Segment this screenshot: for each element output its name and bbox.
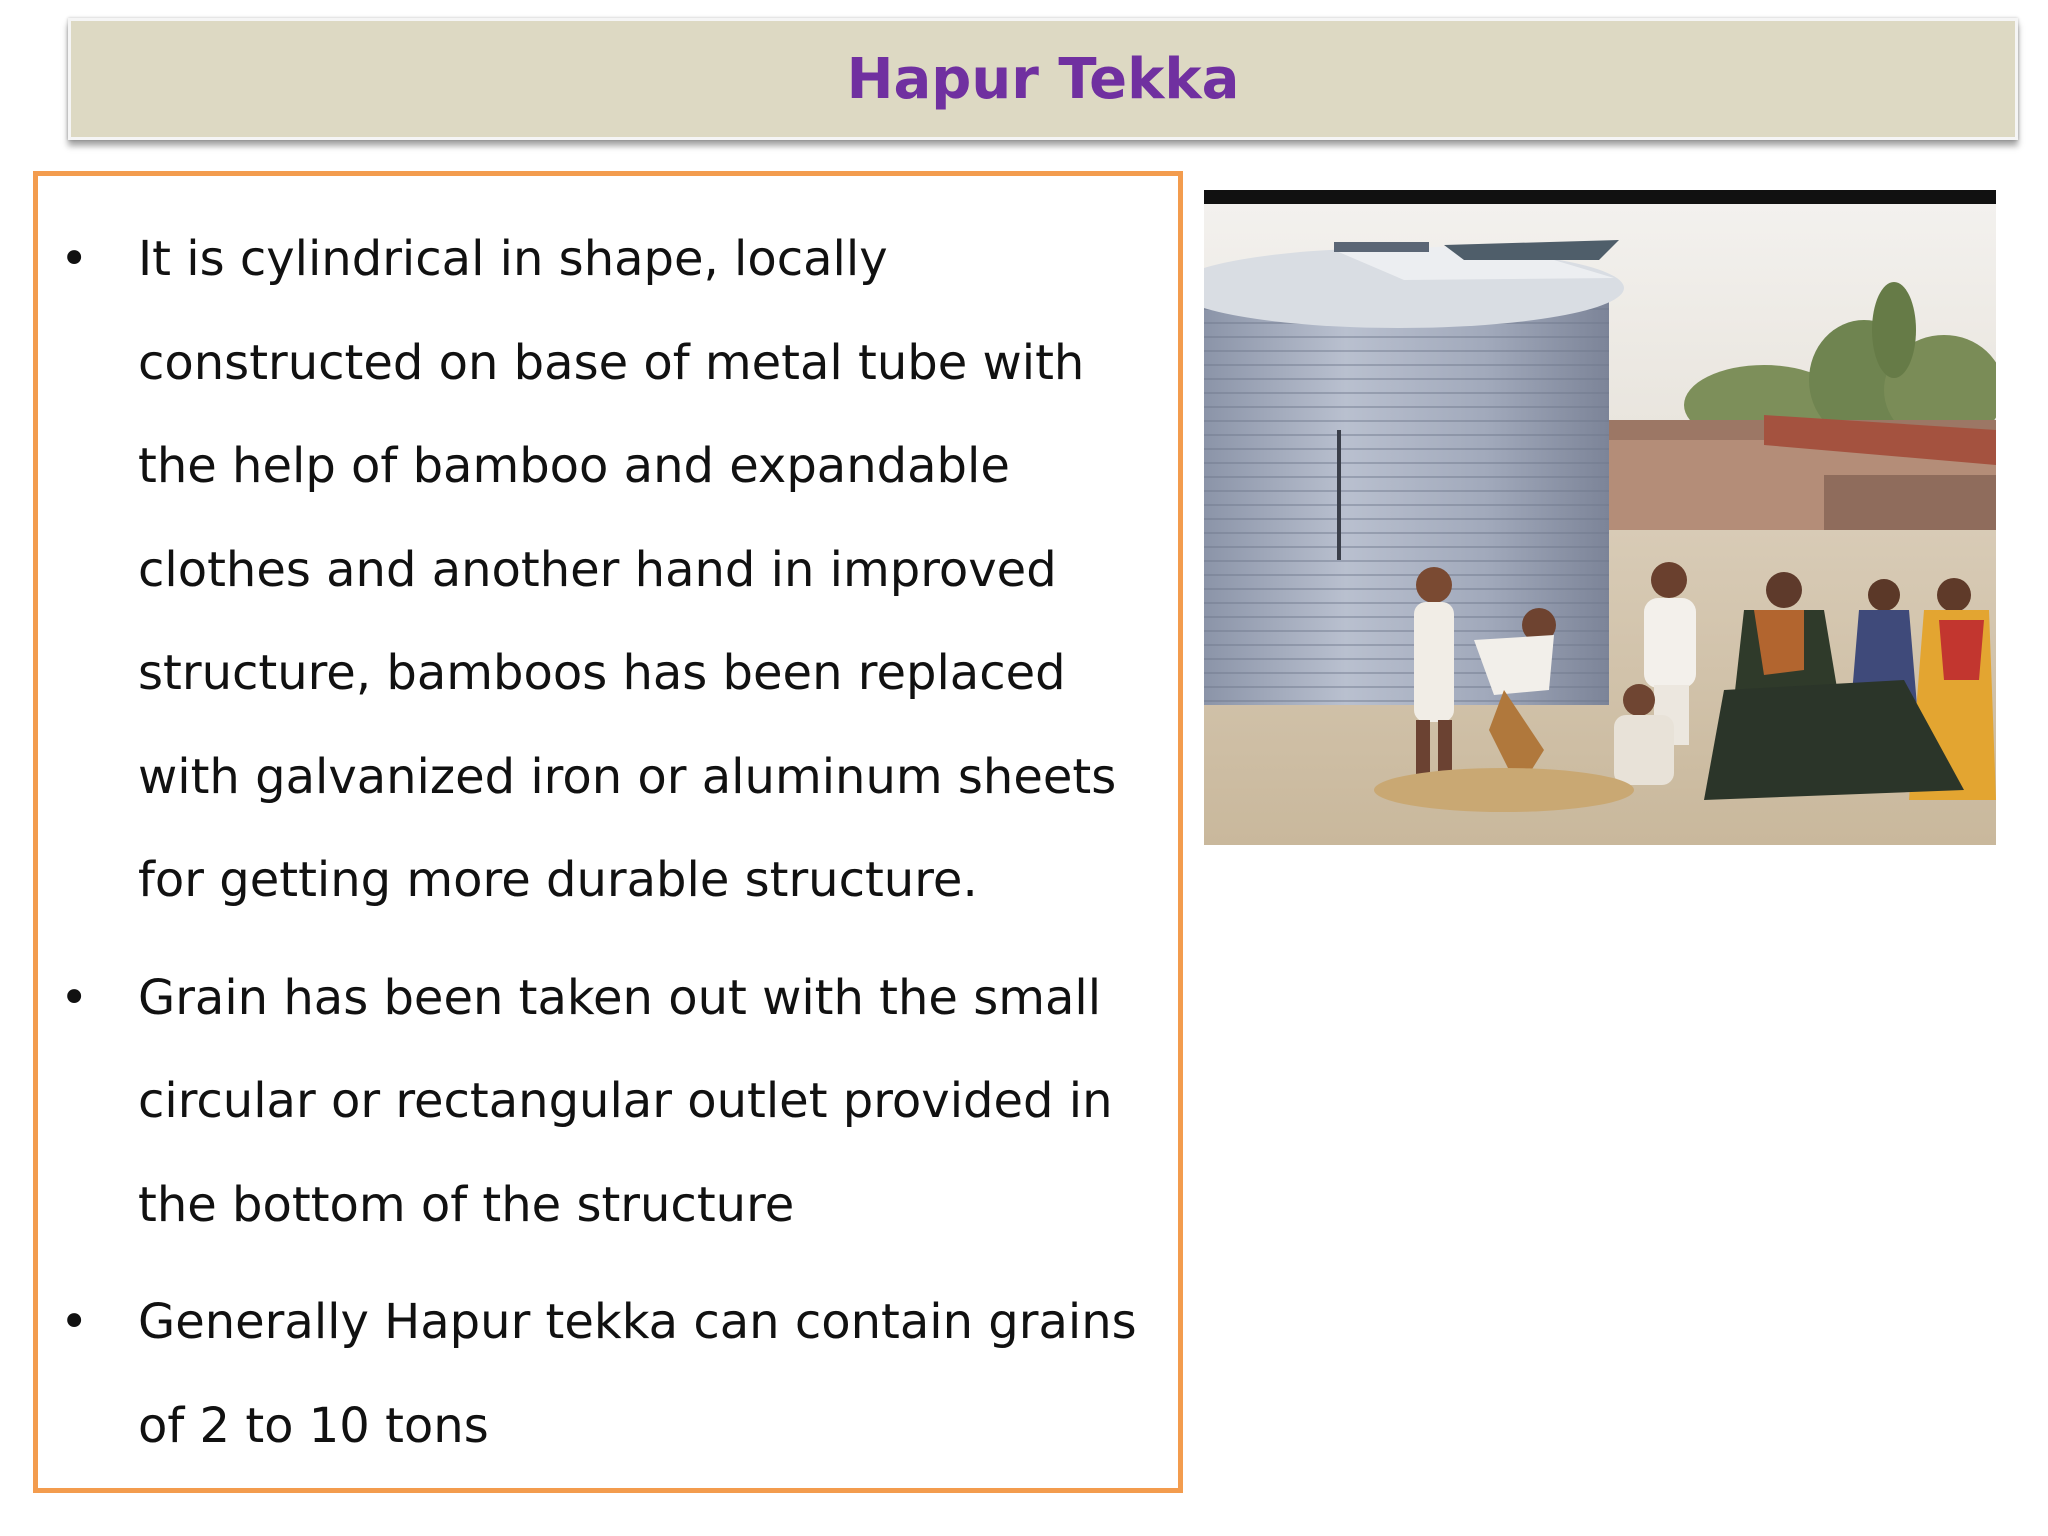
bullet-item-2 (38, 947, 1178, 1258)
bullet-text-box (33, 171, 1183, 1493)
bullet-glyph: • (60, 1294, 89, 1350)
bullet-glyph: • (60, 231, 89, 287)
bullet-item-1 (38, 208, 1178, 933)
bullet-item-3 (38, 1271, 1178, 1478)
bullet-text-2: Grain has been taken out with the small circular or rectangular outlet provided in the bottom of the structure (138, 969, 1113, 1233)
title-bar (68, 18, 2018, 140)
hapur-tekka-photo (1204, 190, 1996, 845)
bullet-glyph: • (60, 969, 89, 1026)
slide-title: Hapur Tekka (846, 46, 1240, 112)
photo-image-icon (1204, 190, 1996, 845)
bullet-text-3: Generally Hapur tekka can contain grains of 2 to 10 tons (138, 1294, 1137, 1454)
bullet-text-1: It is cylindrical in shape, locally constructed on base of metal tube with the help of bamboo and expandable clothes and another hand in improved structure, bamboos has been replaced with galvanized iron or aluminum sheets for getting more durable structure. (138, 231, 1117, 908)
bullet-list (38, 208, 1178, 1492)
